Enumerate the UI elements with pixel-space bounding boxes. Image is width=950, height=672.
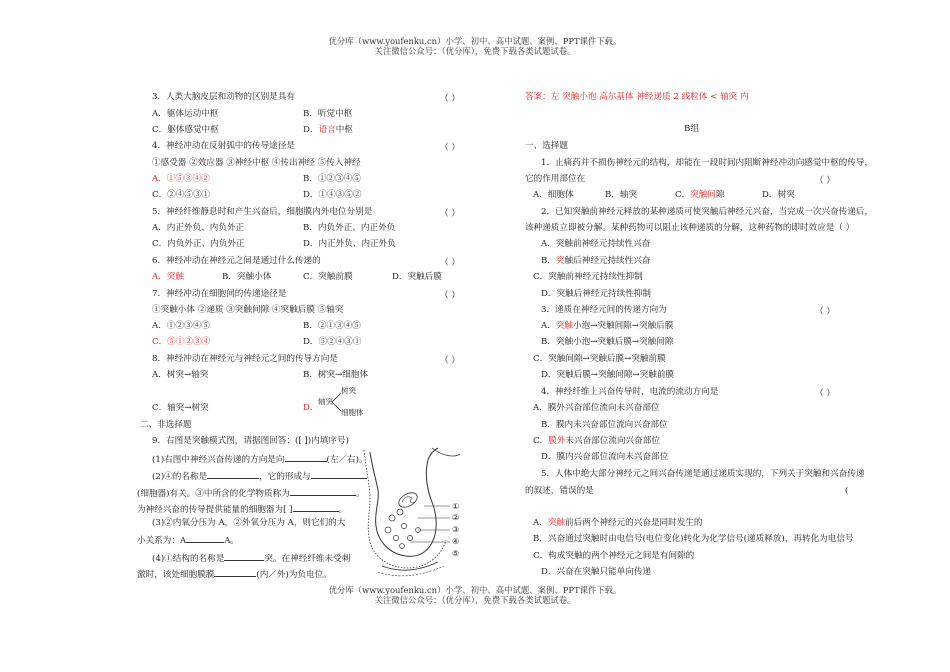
b-q2-stem-2: 该种递质立即被分解。某种药物可以阻止该种递质的分解，这种药物的即时效应是（ ） xyxy=(525,223,855,233)
q6-option-a: A．突触 xyxy=(152,272,184,282)
b-q1-option-d: D．树突 xyxy=(762,190,795,200)
synapse-diagram xyxy=(362,446,462,578)
b-q2-option-d: D．突触后神经元持续性抑制 xyxy=(541,289,652,299)
b-q4-option-b: B．膜内未兴奋部位流向兴奋部位 xyxy=(541,420,668,430)
q6-option-b: B．突触小体 xyxy=(222,272,272,282)
q4-items: ①感受器 ②效应器 ③神经中枢 ④传出神经 ⑤传入神经 xyxy=(152,158,361,168)
b-q2-option-b: B．突触后神经元持续性兴奋 xyxy=(541,256,651,266)
q3-option-c: C．躯体感觉中枢 xyxy=(152,125,219,135)
b-q1-paren: （ ） xyxy=(815,176,835,186)
q9-line8: 激时，该处细胞膜膜 (内／外)为负电位。 xyxy=(137,567,332,581)
b-q3-stem: 3．递质在神经元间的传递方向为 xyxy=(541,305,667,315)
q8-option-d-prefix: D． xyxy=(303,403,319,413)
q3-paren: （ ） xyxy=(440,94,460,104)
q7-option-a: A．①②③④⑤ xyxy=(152,321,210,331)
diagram-label-5: ⑤ xyxy=(452,549,460,558)
b-q5-option-c: C．构成突触的两个神经元之间是有间隙的 xyxy=(533,551,695,561)
b-q1-option-a: A．细胞体 xyxy=(533,190,574,200)
b-q2-option-c: C．突触前神经元持续性抑制 xyxy=(533,272,643,282)
q8-option-d-axon: 轴突 xyxy=(318,397,333,406)
b-q2-stem-1: 2．已知突触前神经元释放的某种递质可使突触后神经元兴奋，当完成一次兴奋传递后， xyxy=(541,207,874,217)
q8-stem: 8．神经冲动在神经元与神经元之间的传导方向是 xyxy=(152,354,338,364)
q7-option-c: C．⑤①②③④ xyxy=(152,337,211,347)
q9-line5: (3)②内氧分压为 A，②外氧分压为 A，则它们的大 xyxy=(152,518,346,528)
section-nonchoice-title: 二、非选择题 xyxy=(140,420,192,430)
q8-option-a: A．树突→轴突 xyxy=(152,370,209,380)
q3-stem: 3．人类大脑皮层和动物的区别是具有 xyxy=(152,92,295,102)
q9-line7: (4)①结构的名称是 突。在神经纤维未受刺 xyxy=(152,551,350,565)
q9-line4: 为神经兴奋的传导提供能量的细胞器为[ ] 。 xyxy=(137,502,347,516)
b-q3-option-b: B．突触小泡→突触后膜→突触间隙 xyxy=(541,337,674,347)
q3-option-d: D．语言中枢 xyxy=(303,125,353,135)
q7-stem: 7．神经冲动在细胞间的传递途径是 xyxy=(152,289,287,299)
b-q5-stem-1: 5．人体中绝大部分神经元之间兴奋传递是通过递质实现的，下列关于突触和兴奋传递 xyxy=(541,469,865,479)
q3-option-b: B．听觉中枢 xyxy=(303,109,353,119)
b-q4-stem: 4．神经纤维上兴奋传导时，电流的流动方向是 xyxy=(541,387,719,397)
q8-option-d-cellbody: 细胞体 xyxy=(341,408,364,417)
b-q5-option-b: B．兴奋通过突触时由电信号(电位变化)转化为化学信号(递质释放)，再转化为电信号 xyxy=(533,534,854,544)
b-q1-option-b: B．轴突 xyxy=(605,190,638,200)
b-q3-paren: （ ） xyxy=(815,307,835,317)
b-q4-option-a: A．膜外兴奋部位流向未兴奋部位 xyxy=(533,403,660,413)
q4-option-a: A．①⑤③④② xyxy=(152,174,210,184)
q7-paren: （ ） xyxy=(440,291,460,301)
q5-stem: 5．神经纤维静息时和产生兴奋后，细胞膜内外电位分别是 xyxy=(152,207,373,217)
q4-paren: （ ） xyxy=(440,143,460,153)
q9-line6: 小关系为：A A。 xyxy=(137,533,239,547)
diagram-label-1: ① xyxy=(452,502,460,511)
q9-line1: (1)右图中神经兴奋传递的方向是向 (左／右)。 xyxy=(152,452,368,466)
q7-option-d: D．⑤②④③① xyxy=(303,337,362,347)
b-q4-paren: （ ） xyxy=(815,389,835,399)
q9-line2: (2)④的名称是 ，它的形成与 xyxy=(152,469,367,483)
q4-option-d: D．①④③⑤② xyxy=(303,190,362,200)
b-q3-option-a: A．突触小泡→突触间隙→突触后膜 xyxy=(541,321,674,331)
page-footer-line2: 关注微信公众号：（优分库），免费下载各类试题试卷。 xyxy=(374,595,576,605)
q4-option-c: C．②④⑤③① xyxy=(152,190,211,200)
b-q3-option-c: C．突触间隙→突触后膜→突触前膜 xyxy=(533,354,666,364)
answer-line: 答案：左 突触小泡 高尔基体 神经递质 2 线粒体 < 轴突 内 xyxy=(525,92,749,102)
q3-option-a: A．躯体运动中枢 xyxy=(152,109,219,119)
q8-paren: （ ） xyxy=(440,356,460,366)
q6-option-c: C．突触前膜 xyxy=(303,272,353,282)
b-q1-stem-1: 1．止痛药并不损伤神经元的结构，却能在一段时间内阻断神经冲动向感觉中枢的传导， xyxy=(541,158,874,168)
q5-paren: （ ） xyxy=(440,209,460,219)
q8-option-d-dendrite: 树突 xyxy=(341,386,356,395)
q7-items: ①突触小体 ②递质 ③突触间隙 ④突触后膜 ⑤轴突 xyxy=(152,305,344,315)
section-choice-title: 一、选择题 xyxy=(525,141,568,151)
page-header-line2: 关注微信公众号：（优分库），免费下载各类试题试卷。 xyxy=(374,46,576,56)
b-q5-paren: ( xyxy=(845,486,849,496)
b-q1-stem-2: 它的作用部位在 xyxy=(525,174,586,184)
page-footer-line1: 优分库（www.youfenku.cn）小学、初中、高中试题、案例、PPT课件下载。 xyxy=(328,585,622,595)
diagram-label-2: ② xyxy=(452,513,460,522)
group-title: B组 xyxy=(684,124,699,134)
q5-option-b: B．内负外正、内正外负 xyxy=(303,223,396,233)
q9-stem: 9．右图是突触模式图，请据图回答：([ ])内填序号) xyxy=(152,436,349,446)
b-q1-option-c: C．突触间隙 xyxy=(675,190,725,200)
q4-stem: 4．神经冲动在反射弧中的传导途径是 xyxy=(152,141,295,151)
q7-option-b: B．②①③④⑤ xyxy=(303,321,361,331)
q4-option-b: B．①②③④⑤ xyxy=(303,174,361,184)
page-header-line1: 优分库（www.youfenku.cn）小学、初中、高中试题、案例、PPT课件下载。 xyxy=(328,36,622,46)
b-q3-option-d: D．突触后膜→突触间隙→突触前膜 xyxy=(541,370,675,380)
b-q2-option-a: A．突触前神经元持续性兴奋 xyxy=(541,239,651,249)
q9-line3: (细胞器)有关。③中所含的化学物质称为 。 xyxy=(137,486,364,500)
diagram-label-3: ③ xyxy=(452,525,460,534)
q5-option-a: A．内正外负、内负外正 xyxy=(152,223,245,233)
b-q5-option-d: D．兴奋在突触只能单向传递 xyxy=(541,567,652,577)
b-q5-stem-2: 的叙述，错误的是 xyxy=(525,486,594,496)
q5-option-d: D．内正外负、内正外负 xyxy=(303,239,396,249)
b-q4-option-c: C．膜外未兴奋部位流向兴奋部位 xyxy=(533,436,660,446)
q8-option-b: B．树突→细胞体 xyxy=(303,370,369,380)
q6-paren: （ ） xyxy=(440,258,460,268)
diagram-label-4: ④ xyxy=(452,537,460,546)
q5-option-c: C．内负外正、内负外正 xyxy=(152,239,245,249)
q8-option-c: C．轴突→树突 xyxy=(152,403,209,413)
q6-stem: 6．神经冲动在神经元之间是通过什么传递的 xyxy=(152,256,321,266)
b-q5-option-a: A．突触前后两个神经元的兴奋是同时发生的 xyxy=(533,518,703,528)
b-q4-option-d: D．膜内兴奋部位流向未兴奋部位 xyxy=(541,452,669,462)
q6-option-d: D．突触后膜 xyxy=(392,272,442,282)
